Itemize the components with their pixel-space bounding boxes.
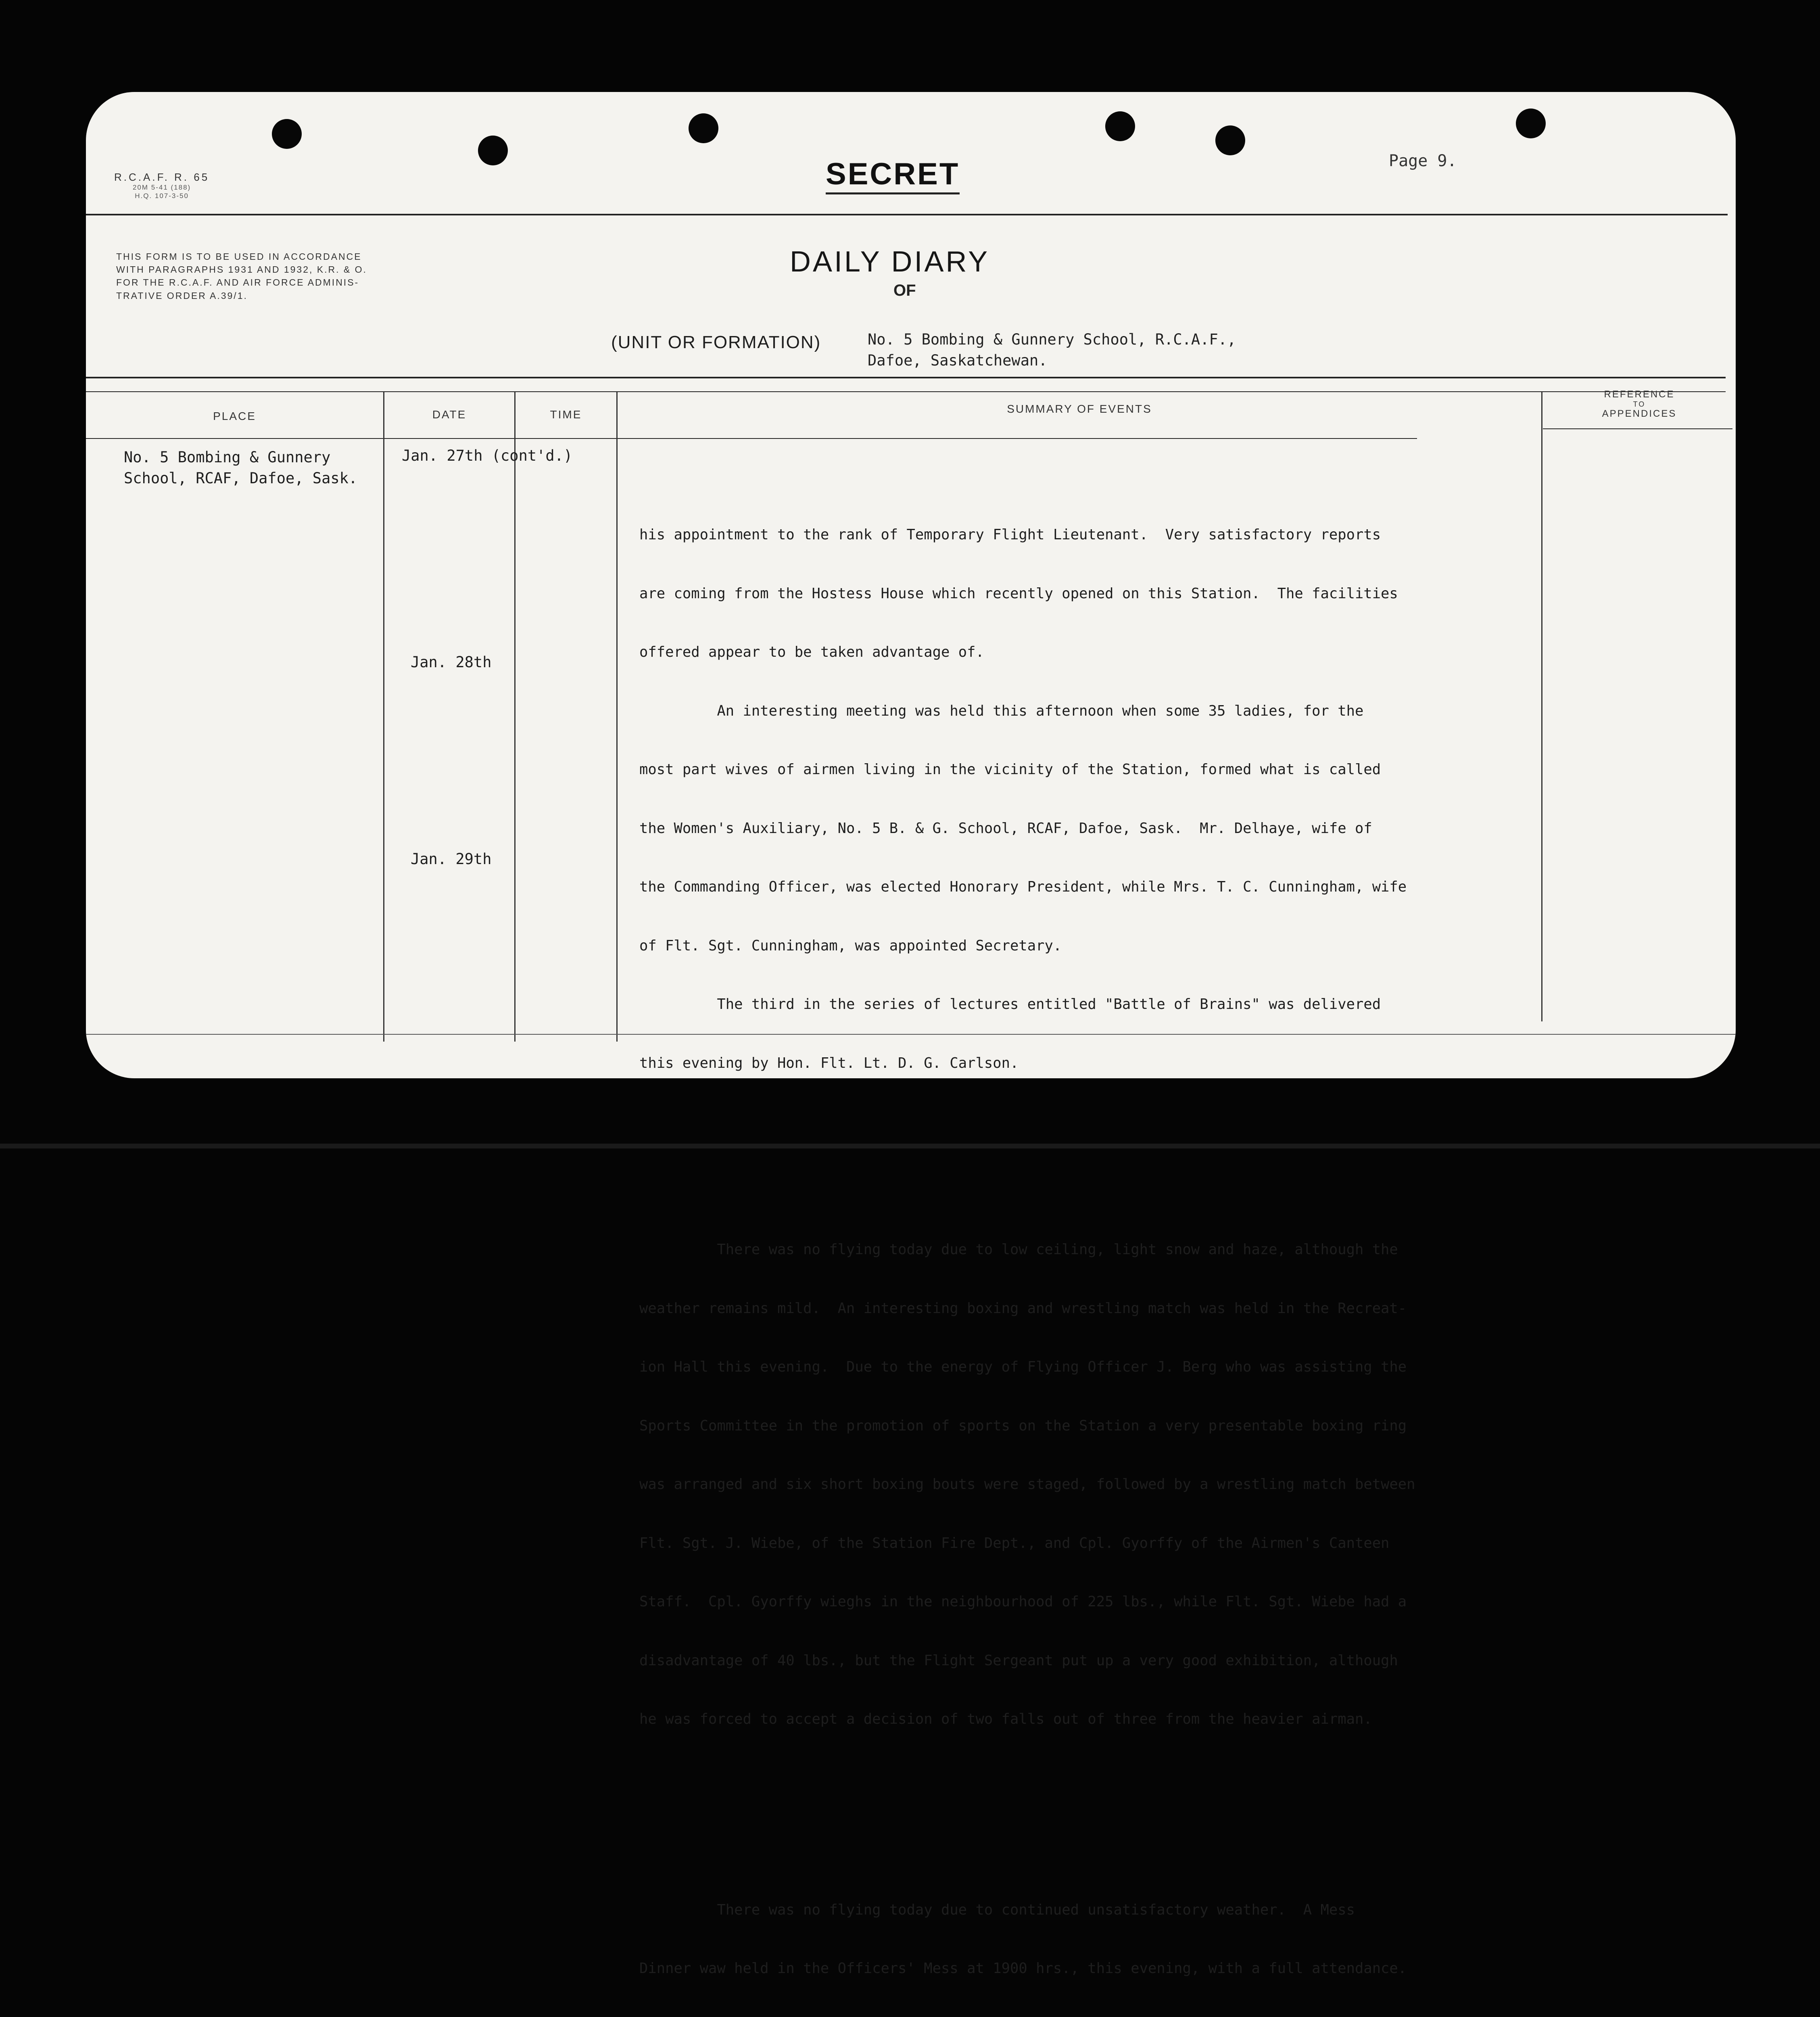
unit-value-line: Dafoe, Saskatchewan. [868,350,1236,371]
column-header-rule [86,438,1417,439]
column-divider [383,392,384,1042]
secret-stamp: SECRET [826,157,960,194]
summary-line: his appointment to the rank of Temporary Flight Lieutenant. Very satisfactory reports [639,525,1615,545]
entry-jan-29 [639,1861,1615,2017]
place-line: No. 5 Bombing & Gunnery [124,447,357,468]
summary-line: Staff. Cpl. Gyorffy wieghs in the neighbourhood of 225 lbs., while Flt. Sgt. Wiebe had a [639,1592,1615,1612]
column-header-time: TIME [516,408,616,421]
reference-header-rule [1543,428,1732,429]
page-number: Page 9. [1389,152,1457,170]
column-divider [616,392,618,1042]
punch-hole [689,113,718,143]
reference-header-line: REFERENCE [1543,389,1736,400]
summary-line: are coming from the Hostess House which recently opened on this Station. The facilities [639,584,1615,604]
summary-line: weather remains mild. An interesting boxing and wrestling match was held in the Recreat- [639,1299,1615,1319]
summary-line: of Flt. Sgt. Cunningham, was appointed Secretary. [639,936,1615,956]
form-title-of: OF [893,282,916,300]
date-cell: Jan. 27th (cont'd.) [402,447,572,464]
place-line: School, RCAF, Dafoe, Sask. [124,468,357,489]
unit-value [868,329,1236,371]
header-rule [86,377,1726,378]
scan-edge-strip [0,1144,1820,1148]
form-code [114,171,209,200]
summary-line: There was no flying today due to low ceiling, light snow and haze, although the [639,1240,1615,1260]
column-header-place: PLACE [86,410,383,423]
summary-line: There was no flying today due to continued unsatisfactory weather. A Mess [639,1900,1615,1920]
punch-hole [478,136,508,165]
column-header-date: DATE [384,408,514,421]
summary-line: Sports Committee in the promotion of sports on the Station a very presentable boxing ring [639,1416,1615,1436]
unit-label: (UNIT OR FORMATION) [611,332,821,353]
form-note-line: FOR THE R.C.A.F. AND AIR FORCE ADMINIS- [116,276,367,289]
column-header-reference [1543,389,1736,420]
summary-line: this evening by Hon. Flt. Lt. D. G. Carlson. [639,1054,1615,1073]
form-code-hq: H.Q. 107-3-50 [114,192,209,200]
summary-line: he was forced to accept a decision of two falls out of three from the heavier airman. [639,1710,1615,1729]
form-usage-note [116,250,367,302]
entry-gap [639,1151,1615,1162]
place-cell [124,447,357,489]
punch-hole [1215,125,1245,155]
summary-line: most part wives of airmen living in the vicinity of the Station, formed what is called [639,760,1615,780]
date-cell: Jan. 29th [411,850,491,868]
punch-hole [1516,109,1546,138]
form-title: DAILY DIARY [790,245,989,278]
form-note-line: THIS FORM IS TO BE USED IN ACCORDANCE [116,250,367,263]
entry-gap [639,1808,1615,1822]
form-note-line: WITH PARAGRAPHS 1931 AND 1932, K.R. & O. [116,263,367,276]
summary-line: was arranged and six short boxing bouts were staged, followed by a wrestling match between [639,1475,1615,1495]
summary-line: An interesting meeting was held this afternoon when some 35 ladies, for the [639,702,1615,721]
top-rule [86,214,1728,215]
unit-value-line: No. 5 Bombing & Gunnery School, R.C.A.F., [868,329,1236,350]
reference-header-line: APPENDICES [1543,408,1736,420]
form-note-line: TRATIVE ORDER A.39/1. [116,289,367,302]
entry-jan-28 [639,1201,1615,1769]
summary-line: the Women's Auxiliary, No. 5 B. & G. School, RCAF, Dafoe, Sask. Mr. Delhaye, wife of [639,819,1615,839]
diary-form [86,92,1736,1078]
reference-header-line: TO [1543,400,1736,409]
form-code-print: 20M 5-41 (188) [114,184,209,192]
bottom-rule [86,1034,1736,1035]
summary-line: disadvantage of 40 lbs., but the Flight Sergeant put up a very good exhibition, although [639,1651,1615,1671]
summary-line: offered appear to be taken advantage of. [639,643,1615,662]
form-code-number: R.C.A.F. R. 65 [114,171,209,184]
summary-line: ion Hall this evening. Due to the energy of Flying Officer J. Berg who was assisting the [639,1357,1615,1377]
punch-hole [1105,111,1135,141]
summary-line: Flt. Sgt. J. Wiebe, of the Station Fire Dept., and Cpl. Gyorffy of the Airmen's Canteen [639,1534,1615,1553]
entry-jan-27 [639,486,1615,1112]
summary-line: Dinner waw held in the Officers' Mess at 1900 hrs., this evening, with a full attendance. [639,1959,1615,1979]
summary-of-events [639,447,1615,2017]
date-cell: Jan. 28th [411,654,491,671]
punch-hole [272,119,302,149]
summary-line: The third in the series of lectures entitled "Battle of Brains" was delivered [639,995,1615,1015]
column-divider [514,392,516,1042]
column-header-summary: SUMMARY OF EVENTS [618,403,1541,416]
header-rule-thin [86,391,1726,392]
summary-line: the Commanding Officer, was elected Honorary President, while Mrs. T. C. Cunningham, wife [639,877,1615,897]
